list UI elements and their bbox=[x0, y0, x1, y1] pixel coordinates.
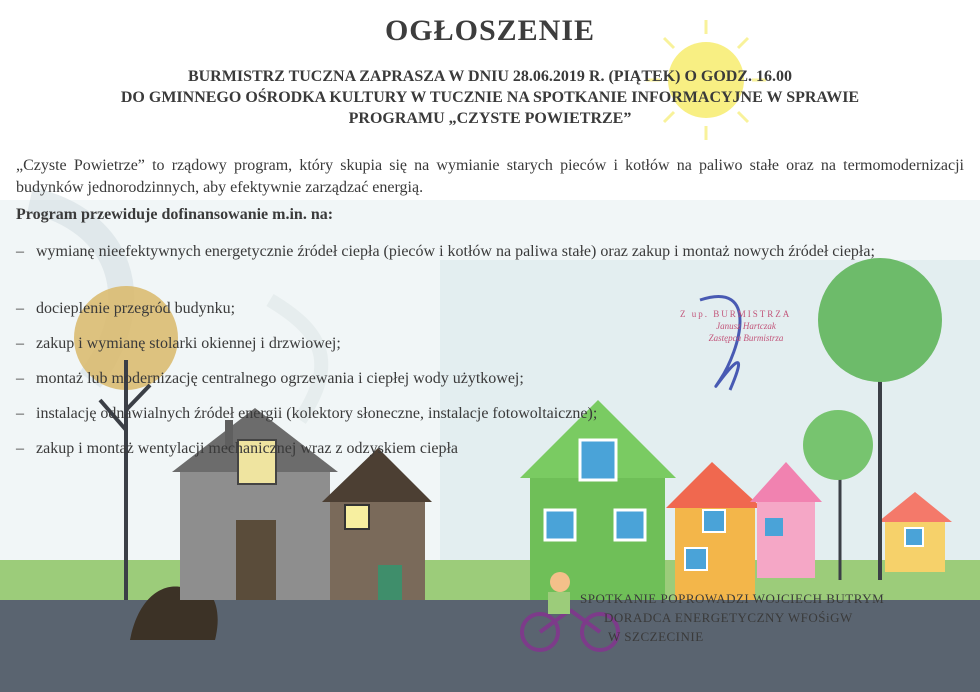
program-intro: „Czyste Powietrze” to rządowy program, który skupia się na wymianie starych pieców i kotłów na paliwo stałe oraz na termomodernizacji budynków jednorodzinnych, aby efektywnie zarządzać energią. bbox=[16, 157, 964, 196]
list-item-text: zakup i wymianę stolarki okiennej i drzwiowej; bbox=[36, 335, 341, 352]
presenter-info bbox=[580, 589, 970, 646]
list-item-text: wymianę nieefektywnych energetycznie źródeł ciepła (pieców i kotłów na paliwa stałe) oraz zakup i montaż nowych źródeł ciepła; bbox=[36, 243, 875, 260]
official-stamp bbox=[676, 308, 816, 344]
list-item bbox=[16, 298, 964, 320]
list-item bbox=[16, 403, 964, 425]
list-item-text: montaż lub modernizację centralnego ogrzewania i ciepłej wody użytkowej; bbox=[36, 370, 524, 387]
dash: – bbox=[16, 243, 24, 260]
invitation-line: DO GMINNEGO OŚRODKA KULTURY W TUCZNIE NA SPOTKANIE INFORMACYJNE W SPRAWIE bbox=[120, 89, 860, 106]
presenter-line: W SZCZECINIE bbox=[608, 629, 704, 644]
stamp-line: Z up. BURMISTRZA bbox=[680, 309, 792, 319]
dash: – bbox=[16, 300, 24, 317]
stamp-line: Zastępca Burmistrza bbox=[708, 333, 784, 343]
invitation-line: PROGRAMU „CZYSTE POWIETRZE” bbox=[348, 110, 632, 127]
list-item bbox=[16, 368, 964, 390]
presenter-line: SPOTKANIE POPROWADZI WOJCIECH BUTRYM bbox=[580, 591, 885, 606]
list-item-text: zakup i montaż wentylacji mechanicznej wraz z odzyskiem ciepła bbox=[36, 440, 459, 457]
stamp-line: Janusz Hartczak bbox=[716, 321, 776, 331]
presenter-line: DORADCA ENERGETYCZNY WFOŚiGW bbox=[604, 610, 853, 625]
invitation-text bbox=[40, 66, 940, 129]
program-heading: Program przewiduje dofinansowanie m.in. na: bbox=[16, 206, 334, 223]
list-item bbox=[16, 241, 964, 285]
list-item-text: docieplenie przegród budynku; bbox=[36, 300, 236, 317]
dash: – bbox=[16, 405, 24, 422]
dash: – bbox=[16, 370, 24, 387]
page-title: OGŁOSZENIE bbox=[384, 14, 596, 47]
list-item-text: instalację odnawialnych źródeł energii (kolektory słoneczne, instalacje fotowoltaiczne); bbox=[36, 405, 598, 422]
list-item bbox=[16, 333, 964, 355]
dash: – bbox=[16, 440, 24, 457]
dash: – bbox=[16, 335, 24, 352]
list-item bbox=[16, 438, 964, 460]
program-items bbox=[16, 241, 964, 460]
invitation-line: BURMISTRZ TUCZNA ZAPRASZA W DNIU 28.06.2019 R. (PIĄTEK) O GODZ. 16.00 bbox=[187, 68, 793, 85]
